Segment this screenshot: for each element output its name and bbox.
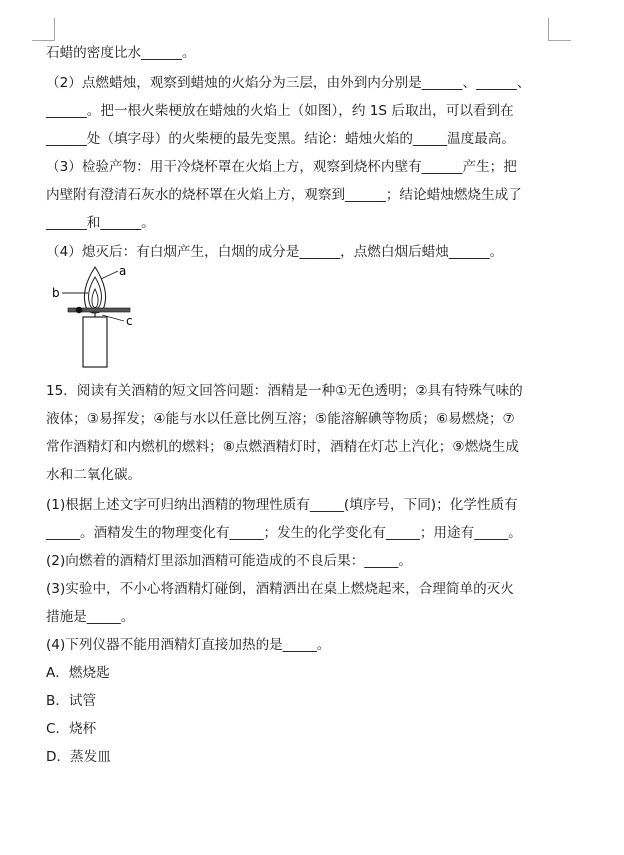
question-15-line-2: 液体；③易挥发；④能与水以任意比例互溶；⑤能溶解碘等物质；⑥易燃烧；⑦ [46, 411, 515, 427]
subquestion-4: (4)下列仪器不能用酒精灯直接加热的是_____。 [46, 637, 331, 653]
subquestion-3-line-1: (3)实验中，不小心将酒精灯碰倒，酒精洒出在桌上燃烧起来，合理简单的灭火 [46, 581, 514, 597]
option-c: C．烧杯 [46, 721, 97, 737]
figure-label-a: a [119, 265, 127, 278]
page-corner-mark-right [548, 18, 571, 41]
page-corner-mark-left [32, 18, 55, 41]
text-line-1: 石蜡的密度比水______。 [46, 45, 196, 61]
subquestion-1-line-1: (1)根据上述文字可归纳出酒精的物理性质有_____(填序号，下同)；化学性质有 [46, 497, 518, 513]
subquestion-1-line-2: _____。酒精发生的物理变化有_____；发生的化学变化有_____；用途有_____。 [46, 525, 522, 541]
figure-label-b: b [52, 286, 60, 300]
leader-line-c [102, 315, 124, 321]
candle-flame-figure [46, 265, 166, 375]
flame-inner [92, 289, 98, 308]
flame-middle [89, 277, 102, 309]
text-line-4: ______处（填字母）的火柴梗的最先变黑。结论：蜡烛火焰的_____温度最高。 [46, 131, 515, 147]
figure-label-c: c [126, 314, 133, 328]
subquestion-3-line-2: 措施是_____。 [46, 609, 135, 625]
candle-body [83, 317, 107, 367]
question-15-line-1: 15．阅读有关酒精的短文回答问题：酒精是一种①无色透明；②具有特殊气味的 [46, 383, 523, 399]
option-b: B．试管 [46, 693, 97, 709]
text-line-6: 内壁附有澄清石灰水的烧杯罩在火焰上方，观察到______；结论蜡烛燃烧生成了 [46, 187, 522, 203]
question-15-line-3: 常作酒精灯和内燃机的燃料；⑧点燃酒精灯时，酒精在灯芯上汽化；⑨燃烧生成 [46, 439, 519, 455]
question-15-line-4: 水和二氧化碳。 [46, 467, 142, 483]
text-line-7: ______和______。 [46, 215, 155, 231]
leader-line-a [101, 271, 118, 279]
matchstick-head [76, 307, 82, 313]
text-line-8: （4）熄灭后：有白烟产生，白烟的成分是______，点燃白烟后蜡烛______。 [46, 244, 504, 260]
text-line-3: ______。把一根火柴梗放在蜡烛的火焰上（如图），约 1S 后取出，可以看到在 [46, 103, 514, 119]
option-a: A．燃烧匙 [46, 665, 110, 681]
option-d: D．蒸发皿 [46, 749, 111, 765]
text-line-5: （3）检验产物：用干冷烧杯罩在火焰上方，观察到烧杯内壁有______产生；把 [46, 159, 517, 175]
text-line-2: （2）点燃蜡烛，观察到蜡烛的火焰分为三层，由外到内分别是______、______、 [46, 75, 531, 91]
subquestion-2: (2)向燃着的酒精灯里添加酒精可能造成的不良后果：_____。 [46, 553, 412, 569]
